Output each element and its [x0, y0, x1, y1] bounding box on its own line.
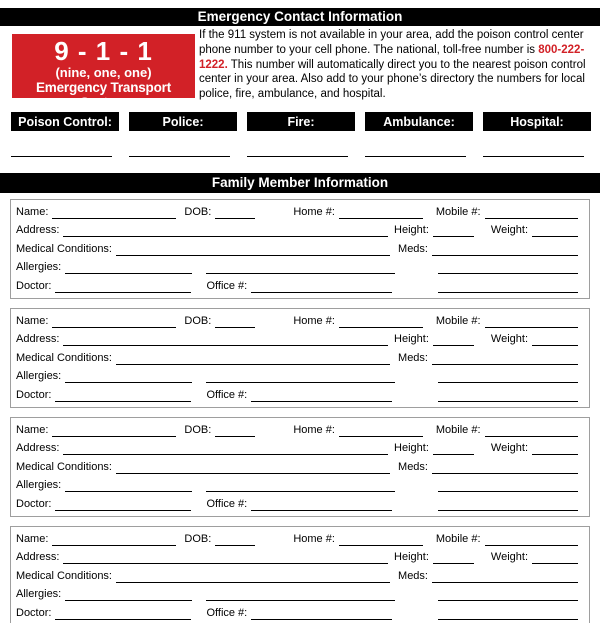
- home-phone-label: Home #:: [293, 314, 335, 327]
- allergies-input-line[interactable]: [65, 479, 192, 492]
- medical-conditions-input-line[interactable]: [116, 243, 390, 256]
- allergies-label: Allergies:: [16, 588, 62, 601]
- dob-input-line[interactable]: [215, 315, 255, 328]
- office-phone-label: Office #:: [206, 279, 248, 292]
- allergies-continuation-line[interactable]: [206, 479, 395, 492]
- allergies-continuation-line[interactable]: [206, 261, 395, 274]
- section-header-emergency-title: Emergency Contact Information: [197, 9, 403, 24]
- weight-input-line[interactable]: [532, 333, 578, 346]
- allergies-label: Allergies:: [16, 261, 62, 274]
- row-spacer: [423, 436, 436, 437]
- name-label: Name:: [16, 314, 49, 327]
- section-header-family-title: Family Member Information: [211, 175, 389, 190]
- name-label: Name:: [16, 423, 49, 436]
- height-input-line[interactable]: [433, 551, 474, 564]
- contact-field-police: [129, 112, 237, 157]
- weight-input-line[interactable]: [532, 551, 578, 564]
- doctor-row: [11, 274, 589, 293]
- row-spacer: [192, 273, 206, 274]
- doctor-input-line[interactable]: [55, 280, 191, 293]
- medical-conditions-row: [11, 346, 589, 365]
- section-header-emergency: [0, 8, 600, 26]
- row-spacer: [423, 545, 436, 546]
- mobile-phone-input-line[interactable]: [485, 424, 578, 437]
- allergies-row: [11, 256, 589, 275]
- dob-label: DOB:: [184, 205, 212, 218]
- mobile-phone-label: Mobile #:: [435, 314, 481, 327]
- family-member-block: [10, 199, 590, 299]
- contact-label-fire: Fire:: [247, 112, 355, 131]
- row-spacer: [255, 218, 293, 219]
- row-spacer: [390, 364, 398, 365]
- medical-conditions-input-line[interactable]: [116, 570, 390, 583]
- mobile-phone-label: Mobile #:: [435, 423, 481, 436]
- contact-input-line-hospital[interactable]: [483, 156, 584, 157]
- contact-label-poison-control: Poison Control:: [11, 112, 119, 131]
- name-label: Name:: [16, 532, 49, 545]
- row-spacer: [191, 619, 206, 620]
- row-spacer: [192, 600, 206, 601]
- medical-conditions-row: [11, 237, 589, 256]
- medical-conditions-label: Medical Conditions:: [16, 569, 112, 582]
- family-member-block: [10, 308, 590, 408]
- contact-field-fire: [247, 112, 355, 157]
- address-row: [11, 437, 589, 456]
- address-row: [11, 546, 589, 565]
- family-member-blocks: [10, 199, 590, 623]
- allergies-continuation-line[interactable]: [206, 588, 395, 601]
- mobile-phone-label: Mobile #:: [435, 205, 481, 218]
- row-spacer: [255, 327, 293, 328]
- home-phone-label: Home #:: [293, 205, 335, 218]
- address-input-line[interactable]: [63, 333, 388, 346]
- height-input-line[interactable]: [433, 442, 474, 455]
- meds-label: Meds:: [398, 242, 428, 255]
- row-spacer: [176, 327, 184, 328]
- row-spacer: [255, 436, 293, 437]
- row-spacer: [191, 510, 206, 511]
- meds-continuation-line[interactable]: [438, 261, 578, 274]
- height-label: Height:: [394, 224, 429, 237]
- name-row: [11, 309, 589, 328]
- home-phone-input-line[interactable]: [339, 315, 423, 328]
- medical-conditions-input-line[interactable]: [116, 461, 390, 474]
- row-spacer: [474, 345, 491, 346]
- family-member-block: [10, 526, 590, 623]
- medical-conditions-row: [11, 564, 589, 583]
- dob-label: DOB:: [184, 532, 212, 545]
- row-spacer: [390, 473, 398, 474]
- allergies-continuation-line[interactable]: [206, 370, 395, 383]
- office-phone-input-line[interactable]: [251, 498, 392, 511]
- weight-input-line[interactable]: [532, 442, 578, 455]
- row-spacer: [192, 382, 206, 383]
- contact-field-hospital: [483, 112, 591, 157]
- doctor-label: Doctor:: [16, 606, 52, 619]
- section-header-family: [0, 173, 600, 193]
- weight-label: Weight:: [490, 551, 528, 564]
- poison-control-phone-number: 800-222-1222.: [199, 43, 585, 71]
- address-input-line[interactable]: [63, 224, 388, 237]
- address-input-line[interactable]: [63, 442, 388, 455]
- height-label: Height:: [394, 442, 429, 455]
- name-row: [11, 200, 589, 219]
- badge-911-caption: Emergency Transport System: [36, 80, 171, 110]
- row-spacer: [176, 436, 184, 437]
- row-spacer: [474, 563, 491, 564]
- allergies-row: [11, 583, 589, 602]
- meds-input-line[interactable]: [432, 461, 578, 474]
- address-label: Address:: [16, 442, 60, 455]
- office-phone-input-line[interactable]: [251, 389, 392, 402]
- address-label: Address:: [16, 224, 60, 237]
- address-label: Address:: [16, 551, 60, 564]
- name-input-line[interactable]: [52, 315, 176, 328]
- badge-911-phonetic: (nine, one, one): [55, 65, 152, 80]
- instructions-text-before: If the 911 system is not available in your area, add the poison control center phone number to your cell phone. The national, toll-free number is: [199, 29, 584, 56]
- poison-control-instructions: [199, 28, 596, 102]
- address-row: [11, 328, 589, 347]
- mobile-phone-input-line[interactable]: [485, 206, 578, 219]
- meds-label: Meds:: [398, 460, 428, 473]
- weight-label: Weight:: [490, 442, 528, 455]
- office-phone-label: Office #:: [206, 388, 248, 401]
- weight-input-line[interactable]: [532, 224, 578, 237]
- address-row: [11, 219, 589, 238]
- row-spacer: [390, 582, 398, 583]
- row-spacer: [474, 454, 491, 455]
- allergies-label: Allergies:: [16, 370, 62, 383]
- contact-input-line-ambulance[interactable]: [365, 156, 466, 157]
- meds-continuation-line-2[interactable]: [438, 280, 578, 293]
- address-input-line[interactable]: [63, 551, 388, 564]
- doctor-row: [11, 492, 589, 511]
- name-input-line[interactable]: [52, 206, 176, 219]
- name-input-line[interactable]: [52, 533, 176, 546]
- mobile-phone-input-line[interactable]: [485, 315, 578, 328]
- doctor-label: Doctor:: [16, 497, 52, 510]
- row-spacer: [255, 545, 293, 546]
- emergency-911-badge: [12, 34, 195, 110]
- allergies-input-line[interactable]: [65, 370, 192, 383]
- name-row: [11, 527, 589, 546]
- height-label: Height:: [394, 551, 429, 564]
- weight-label: Weight:: [490, 333, 528, 346]
- allergies-row: [11, 474, 589, 493]
- medical-conditions-label: Medical Conditions:: [16, 460, 112, 473]
- office-phone-input-line[interactable]: [251, 280, 392, 293]
- doctor-input-line[interactable]: [55, 389, 191, 402]
- medical-conditions-input-line[interactable]: [116, 352, 390, 365]
- meds-continuation-line-2[interactable]: [438, 389, 578, 402]
- allergies-input-line[interactable]: [65, 588, 192, 601]
- family-member-block: [10, 417, 590, 517]
- name-label: Name:: [16, 205, 49, 218]
- mobile-phone-input-line[interactable]: [485, 533, 578, 546]
- contact-label-ambulance: Ambulance:: [365, 112, 473, 131]
- office-phone-label: Office #:: [206, 497, 248, 510]
- height-input-line[interactable]: [433, 333, 474, 346]
- meds-input-line[interactable]: [432, 570, 578, 583]
- contact-label-police: Police:: [129, 112, 237, 131]
- row-spacer: [423, 218, 436, 219]
- row-spacer: [191, 401, 206, 402]
- dob-label: DOB:: [184, 423, 212, 436]
- name-row: [11, 418, 589, 437]
- height-input-line[interactable]: [433, 224, 474, 237]
- home-phone-label: Home #:: [293, 423, 335, 436]
- office-phone-input-line[interactable]: [251, 607, 392, 620]
- doctor-row: [11, 383, 589, 402]
- meds-input-line[interactable]: [432, 352, 578, 365]
- contact-label-hospital: Hospital:: [483, 112, 591, 131]
- home-phone-input-line[interactable]: [339, 424, 423, 437]
- mobile-phone-label: Mobile #:: [435, 532, 481, 545]
- weight-label: Weight:: [490, 224, 528, 237]
- office-phone-label: Office #:: [206, 606, 248, 619]
- dob-input-line[interactable]: [215, 206, 255, 219]
- contact-field-poison-control: [11, 112, 119, 157]
- medical-conditions-label: Medical Conditions:: [16, 351, 112, 364]
- meds-continuation-line-2[interactable]: [438, 607, 578, 620]
- contact-field-ambulance: [365, 112, 473, 157]
- allergies-label: Allergies:: [16, 479, 62, 492]
- doctor-input-line[interactable]: [55, 498, 191, 511]
- meds-label: Meds:: [398, 351, 428, 364]
- home-phone-label: Home #:: [293, 532, 335, 545]
- row-spacer: [474, 236, 491, 237]
- meds-continuation-line[interactable]: [438, 588, 578, 601]
- dob-input-line[interactable]: [215, 533, 255, 546]
- meds-input-line[interactable]: [432, 243, 578, 256]
- doctor-label: Doctor:: [16, 388, 52, 401]
- emergency-contacts-row: [11, 112, 591, 157]
- contact-input-line-poison-control[interactable]: [11, 156, 112, 157]
- row-spacer: [423, 327, 436, 328]
- row-spacer: [191, 292, 206, 293]
- row-spacer: [176, 545, 184, 546]
- allergies-input-line[interactable]: [65, 261, 192, 274]
- row-spacer: [192, 491, 206, 492]
- contact-input-line-police[interactable]: [129, 156, 230, 157]
- medical-conditions-row: [11, 455, 589, 474]
- contact-input-line-fire[interactable]: [247, 156, 348, 157]
- doctor-row: [11, 601, 589, 620]
- row-spacer: [176, 218, 184, 219]
- address-label: Address:: [16, 333, 60, 346]
- home-phone-input-line[interactable]: [339, 533, 423, 546]
- medical-conditions-label: Medical Conditions:: [16, 242, 112, 255]
- meds-continuation-line-2[interactable]: [438, 498, 578, 511]
- dob-input-line[interactable]: [215, 424, 255, 437]
- doctor-label: Doctor:: [16, 279, 52, 292]
- meds-continuation-line[interactable]: [438, 370, 578, 383]
- instructions-text-after: This number will automatically direct you to the nearest poison control center in your area. Also add to your phone’s directory the numbers for local police, fire, ambulance, and hospital.: [199, 58, 586, 101]
- doctor-input-line[interactable]: [55, 607, 191, 620]
- allergies-row: [11, 365, 589, 384]
- height-label: Height:: [394, 333, 429, 346]
- name-input-line[interactable]: [52, 424, 176, 437]
- dob-label: DOB:: [184, 314, 212, 327]
- row-spacer: [390, 255, 398, 256]
- badge-911-number: 9 - 1 - 1: [54, 36, 153, 66]
- meds-label: Meds:: [398, 569, 428, 582]
- meds-continuation-line[interactable]: [438, 479, 578, 492]
- home-phone-input-line[interactable]: [339, 206, 423, 219]
